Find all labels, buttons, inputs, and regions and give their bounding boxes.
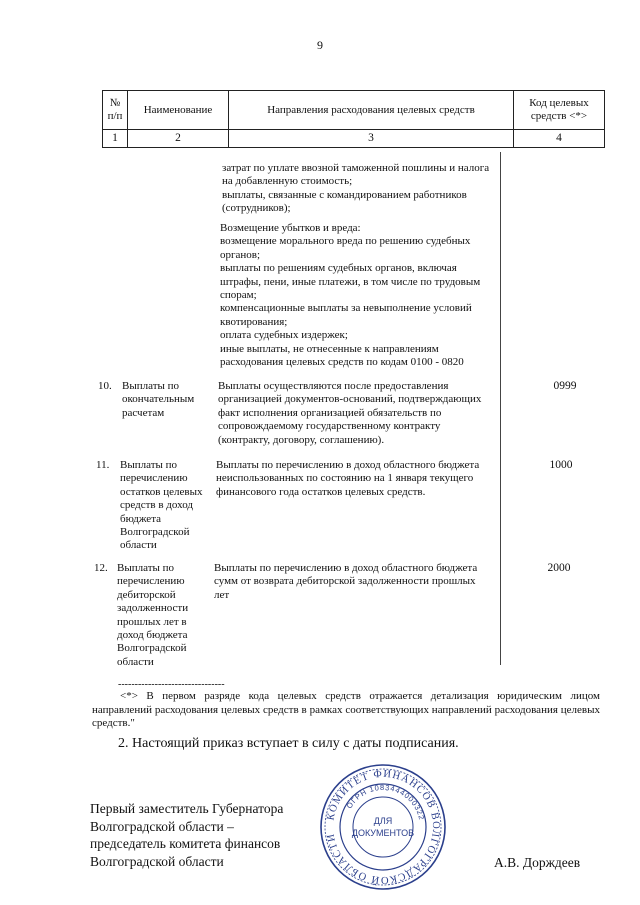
- row-11-name: Выплаты по перечислению остатков целевых средств в доход бюджета Волгоградской области: [120, 459, 203, 552]
- order-clause: 2. Настоящий приказ вступает в силу с даты подписания.: [118, 736, 459, 751]
- footnote-text: [92, 690, 600, 731]
- signatory-name: А.В. Дорждеев: [494, 855, 581, 870]
- row-10-num: 10.: [98, 380, 112, 392]
- header-code: Код целевых средств <*>: [514, 91, 605, 130]
- row-12-direction: Выплаты по перечислению в доход областного бюджета сумм от возврата дебиторской задолженности прошлых лет: [214, 562, 478, 601]
- row-10-name: Выплаты по окончательным расчетам: [122, 380, 195, 419]
- header-idx-3: 3: [229, 130, 514, 148]
- header-idx-2: 2: [128, 130, 229, 148]
- header-idx-1: 1: [103, 130, 128, 148]
- footnote-body: <*> В первом разряде кода целевых средств отражается детализация юридическим лицом направлений расходования целевых средств в рамках соответствующих направлений расходования целевых средств.": [92, 690, 600, 730]
- row-11-direction: Выплаты по перечислению в доход областного бюджета неиспользованных по состоянию на 1 января текущего финансового года остатков целевых средств.: [216, 459, 480, 498]
- official-seal: [318, 762, 448, 892]
- svg-text:ОГРН 1083444000322: ОГРН 1083444000322: [344, 782, 427, 822]
- row-10-direction: Выплаты осуществляются после предоставления организацией документов-оснований, подтверждающих факт исполнения организацией обязательств по сопровождаемому государственному контракту (контракту, договору, соглашению).: [218, 380, 482, 446]
- footnote-separator: --------------------------------: [118, 679, 225, 690]
- header-num: № п/п: [103, 91, 128, 130]
- header-directions: Направления расходования целевых средств: [229, 91, 514, 130]
- row-12-name: Выплаты по перечислению дебиторской задолженности прошлых лет в доход бюджета Волгоградской области: [117, 562, 189, 668]
- table-header: [102, 90, 605, 152]
- svg-text:КОМИТЕТ ФИНАНСОВ ВОЛГОГРАДСКОЙ: КОМИТЕТ ФИНАНСОВ ВОЛГОГРАДСКОЙ ОБЛАСТИ: [325, 768, 442, 886]
- row-10-code: 0999: [553, 380, 577, 392]
- signature-position: Первый заместитель Губернатора Волгоградской области – председатель комитета финансов Волгоградской области: [90, 801, 284, 869]
- svg-text:ДОКУМЕНТОВ: ДОКУМЕНТОВ: [351, 828, 415, 838]
- header-idx-4: 4: [514, 130, 605, 148]
- row-12-num: 12.: [94, 562, 108, 574]
- damages-directions: Возмещение убытков и вреда: возмещение морального вреда по решению судебных органов; выплаты по решениям судебных органов, включая штрафы, пени, иные платежи, в том числе по трудовым спорам; компенсационные выплаты за невыполнение условий квотирования; оплата судебных издержек; иные выплаты, не отнесенные к направлениям расходования целевых средств по кодам 0100 - 0820: [220, 222, 481, 369]
- row-11-num: 11.: [96, 459, 110, 471]
- page-number: 9: [317, 38, 323, 52]
- continued-directions: затрат по уплате ввозной таможенной пошлины и налога на добавленную стоимость; выплаты, связанные с командированием работников (сотрудников);: [222, 162, 490, 215]
- row-12-code: 2000: [547, 562, 571, 574]
- seal-graphic: [318, 762, 448, 892]
- row-11-code: 1000: [549, 459, 573, 471]
- svg-text:ДЛЯ: ДЛЯ: [373, 816, 393, 826]
- header-name: Наименование: [128, 91, 229, 130]
